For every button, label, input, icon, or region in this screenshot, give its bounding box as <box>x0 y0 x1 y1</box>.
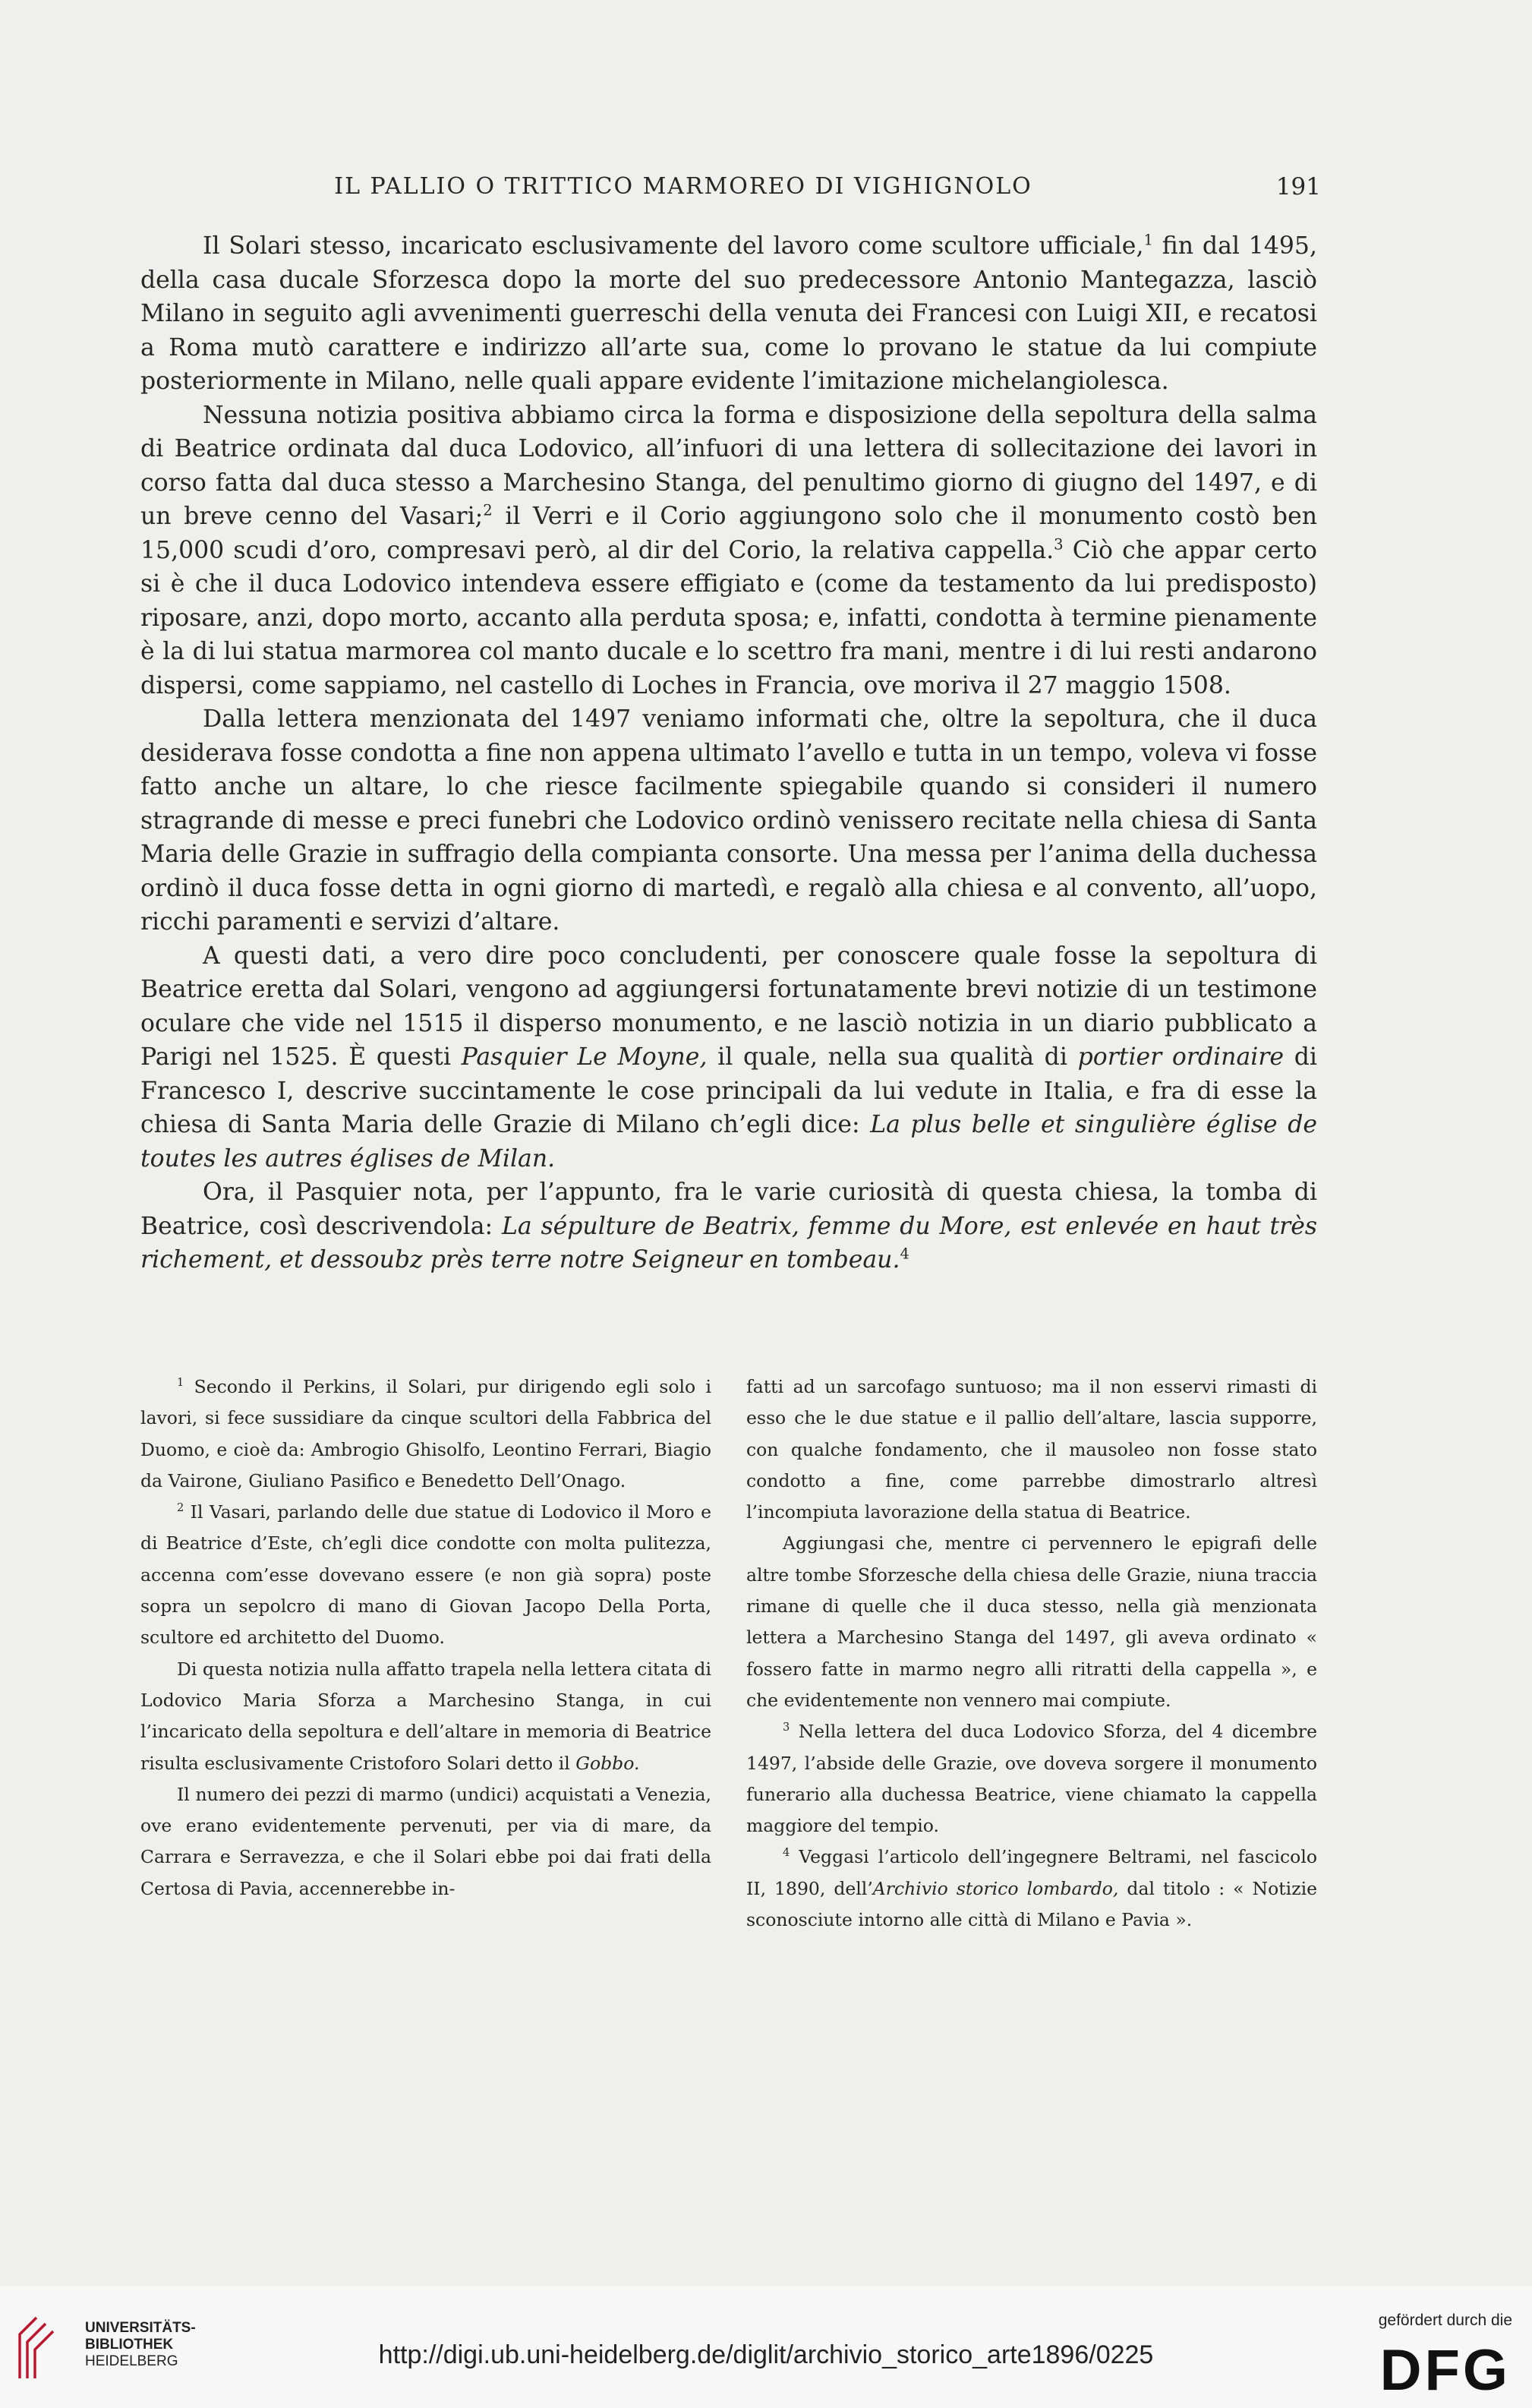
footnote-2-continued: Di questa notizia nulla affatto trapela nella lettera citata di Lodovico Maria Sforza a Marchesino Stanga, in cui l’incaricato della sepoltura e dell’altare in memoria di Beatrice risulta esclusivamente Cristoforo Solari detto il Gobbo. <box>140 1658 711 1774</box>
footnote-2: $^2$ Il Vasari, parlando delle due statue di Lodovico il Moro e di Beatrice d’Este, ch’egli dice condotte con molta pulitezza, accenna com’esse dovevano essere (e non già sopra) poste sopra un sepolcro di mano di Giovan Jacopo Della Porta, scultore ed architetto del Duomo. <box>140 1501 711 1649</box>
library-name: UNIVERSITÄTS- BIBLIOTHEK HEIDELBERG <box>85 2320 196 2369</box>
italic-quote: La plus belle et singulière église de toutes les autres églises de Milan. <box>140 1111 1318 1172</box>
main-text <box>140 229 1317 1277</box>
footnote-ref-3[interactable]: 3 <box>1054 535 1064 553</box>
dfg-logo: DFG <box>1379 2338 1511 2403</box>
footnote-ref-2[interactable]: 2 <box>483 501 493 519</box>
footnotes <box>140 1371 1317 1936</box>
digitization-footer <box>0 2286 1532 2408</box>
paragraph-2: Nessuna notizia positiva abbiamo circa la forma e disposizione della sepoltura della salma di Beatrice ordinata dal duca Lodovico, all’infuori di una lettera di sollecitazione dei lavori in corso fatta dal duca stesso a Marchesino Stanga, del penultimo giorno di giugno del 1497, e di un breve cenno del Vasari;$^2$ il Verri e il Corio aggiungono solo che il monumento costò ben 15,000 scudi d’oro, compresavi però, al dir del Corio, la relativa cappella.$^3$ Ciò che appar certo si è che il duca Lodovico intendeva essere effigiato e (come da testamento da lui predisposto) riposare, anzi, dopo morto, accanto alla perduta sposa; e, infatti, condotta à termine pienamente è la di lui statua marmorea col manto ducale e lo scettro fra mani, mentre i di lui resti andarono dispersi, come sappiamo, nel castello di Loches in Francia, ove moriva il 27 maggio 1508. <box>140 401 1317 699</box>
italic-title: portier ordinaire <box>1077 1043 1285 1071</box>
paragraph-4: A questi dati, a vero dire poco concludenti, per conoscere quale fosse la sepoltura di Beatrice eretta dal Solari, vengono ad aggiungersi fortunatamente brevi notizie di un testimone oculare che vide nel 1515 il disperso monumento, e ne lasciò notizia in un diario pubblicato a Parigi nel 1525. È questi Pasquier Le Moyne, il quale, nella sua qualità di portier ordinaire di Francesco I, descrive succintamente le cose principali da lui vedute in Italia, e fra di esse la chiesa di Santa Maria delle Grazie di Milano ch’egli dice: La plus belle et singulière église de toutes les autres églises de Milan. <box>140 942 1318 1172</box>
italic-name: Pasquier Le Moyne, <box>461 1043 708 1071</box>
paragraph-3: Dalla lettera menzionata del 1497 veniamo informati che, oltre la sepoltura, che il duca desiderava fosse condotta a fine non appena ultimato l’avello e tutta in un tempo, voleva vi fosse fatto anche un altare, lo che riesce facilmente spiegabile quando si consideri il numero stragrande di messe e preci funebri che Lodovico ordinò venissero recitate nella chiesa di Santa Maria delle Grazie in suffragio della compianta consorte. Una messa per l’anima della duchessa ordinò il duca fosse detta in ogni giorno di martedì, e regalò alla chiesa e al convento, all’uopo, ricchi paramenti e servizi d’altare. <box>140 705 1317 936</box>
italic-quote: La sépulture de Beatrix, femme du More, est enlevée en haut très richement, et dessoubz près terre notre Seigneur en tombeau. <box>140 1212 1318 1273</box>
footnote-2-continued: fatti ad un sarcofago suntuoso; ma il non esservi rimasti di esso che le due statue e il pallio dell’altare, lascia supporre, con qualche fondamento, che il mausoleo non fosse stato condotto a fine, come parrebbe dimostrarlo altresì l’incompiuta lavorazione della statua di Beatrice. <box>746 1376 1317 1523</box>
running-head-title: IL PALLIO O TRITTICO MARMOREO DI VIGHIGNOLO <box>334 173 1032 200</box>
footnote-2-continued: Aggiungasi che, mentre ci pervennero le epigrafi delle altre tombe Sforzesche della chiesa delle Grazie, niuna traccia rimane di quelle che il duca stesso, nella già menzionata lettera a Marchesino Stanga del 1497, gli aveva ordinato « fossero fatte in marmo negro alli ritratti della cappella », e che evidentemente non vennero mai compiute. <box>746 1532 1317 1711</box>
footnote-1: $^1$ Secondo il Perkins, il Solari, pur dirigendo egli solo i lavori, si fece sussidiare da cinque scultori della Fabbrica del Duomo, e cioè da: Ambrogio Ghisolfo, Leontino Ferrari, Biagio da Vairone, Giuliano Pasifico e Benedetto Dell’Onago. <box>140 1376 711 1491</box>
footnote-3: $^3$ Nella lettera del duca Lodovico Sforza, del 4 dicembre 1497, l’abside delle Grazie, ove doveva sorgere il monumento funerario alla duchessa Beatrice, viene chiamato la cappella maggiore del tempio. <box>746 1721 1317 1837</box>
paragraph-5: Ora, il Pasquier nota, per l’appunto, fra le varie curiosità di questa chiesa, la tomba di Beatrice, così descrivendola: La sépulture de Beatrix, femme du More, est enlevée en haut très richement, et dessoubz près terre notre Seigneur en tombeau.$^4$ <box>140 1179 1318 1273</box>
footnote-2-continued: Il numero dei pezzi di marmo (undici) acquistati a Venezia, ove erano evidentemente pervenuti, per via di mare, da Carrara e Serravezza, e che il Solari ebbe poi dai frati della Certosa di Pavia, accennerebbe in- <box>140 1783 711 1899</box>
permalink-url[interactable]: http://digi.ub.uni-heidelberg.de/diglit/archivio_storico_arte1896/0225 <box>378 2340 1154 2369</box>
paragraph-1: Il Solari stesso, incaricato esclusivamente del lavoro come scultore ufficiale,$^1$ fin dal 1495, della casa ducale Sforzesca dopo la morte del suo predecessore Antonio Mantegazza, lasciò Milano in seguito agli avvenimenti guerreschi della venuta dei Francesi con Luigi XII, e recatosi a Roma mutò carattere e indirizzo all’arte sua, come lo provano le statue da lui compiute posteriormente in Milano, nelle quali appare evidente l’imitazione michelangiolesca. <box>140 231 1317 395</box>
footnote-ref-4[interactable]: 4 <box>900 1245 909 1263</box>
footnote-column-left <box>140 1371 711 1936</box>
page-number: 191 <box>1275 173 1321 200</box>
footnote-column-right <box>746 1371 1317 1936</box>
sponsor-note: gefördert durch die <box>1378 2312 1512 2329</box>
footnote-4: $^4$ Veggasi l’articolo dell’ingegnere Beltrami, nel fascicolo II, 1890, dell’Archivio storico lombardo, dal titolo : « Notizie sconosciute intorno alle città di Milano e Pavia ». <box>746 1846 1317 1931</box>
footnote-ref-1[interactable]: 1 <box>1143 231 1153 249</box>
running-head <box>137 173 1321 207</box>
